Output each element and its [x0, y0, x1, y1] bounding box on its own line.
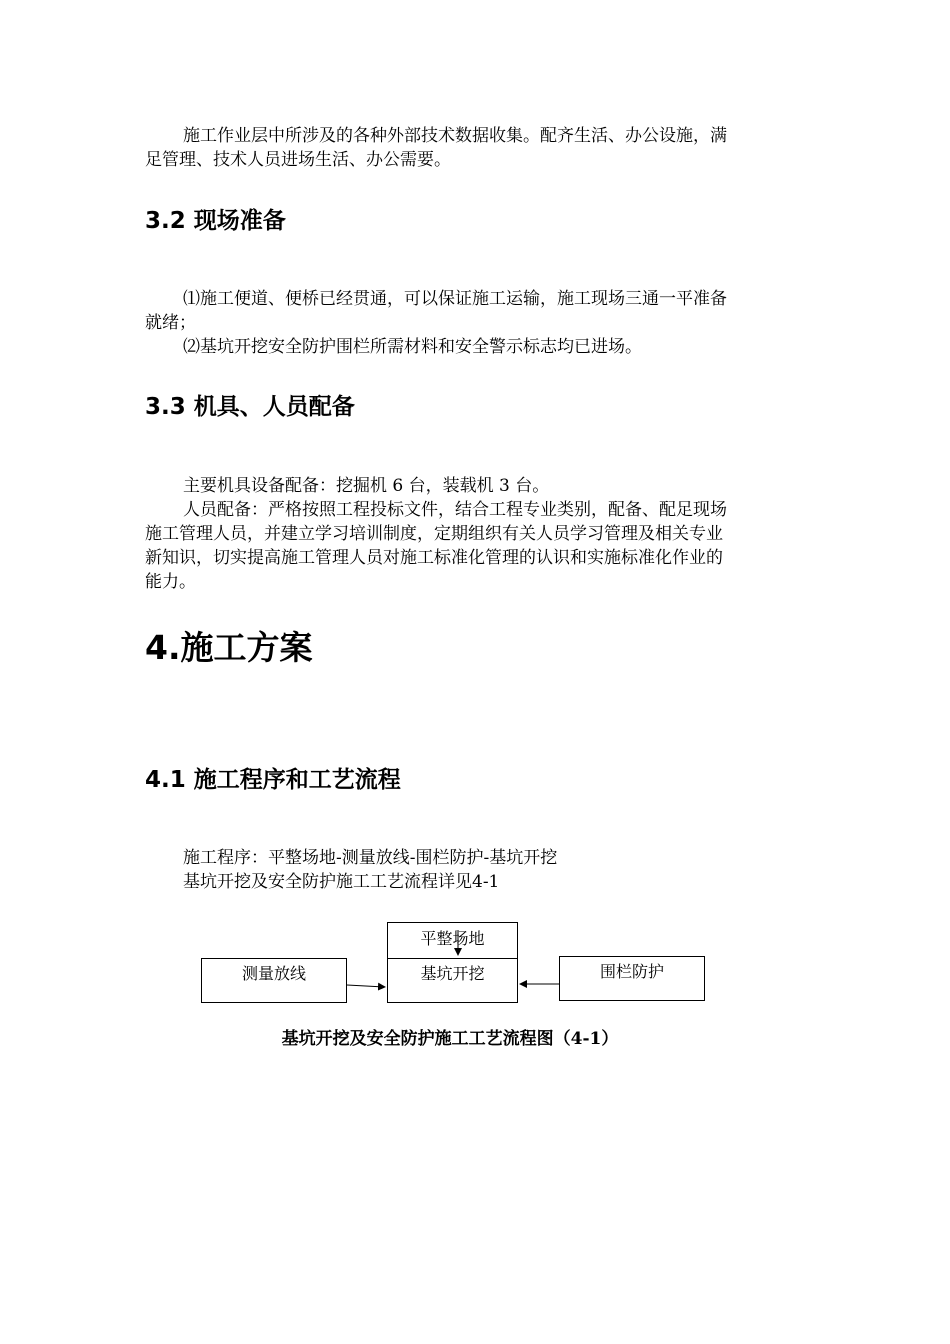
staff-line-3: 新知识，切实提高施工管理人员对施工标准化管理的认识和实施标准化作业的	[145, 548, 723, 568]
flow-box-left-label: 测量放线	[241, 964, 306, 983]
intro-line-1: 施工作业层中所涉及的各种外部技术数据收集。配齐生活、办公设施，满	[183, 126, 727, 146]
flowchart-caption: 基坑开挖及安全防护施工工艺流程图（4-1）	[281, 1029, 619, 1049]
flow-note-line: 基坑开挖及安全防护施工工艺流程详见4-1	[183, 872, 500, 892]
section-3-3-heading: 3.3 机具、人员配备	[145, 394, 355, 420]
section-4-heading: 4.施工方案	[145, 628, 313, 667]
flow-box-top-label: 平整场地	[420, 929, 485, 948]
item-1-line-1: ⑴施工便道、便桥已经贯通，可以保证施工运输，施工现场三通一平准备	[183, 289, 727, 309]
intro-line-2: 足管理、技术人员进场生活、办公需要。	[145, 150, 451, 170]
section-3-2-heading: 3.2 现场准备	[145, 208, 286, 234]
procedure-line: 施工程序：平整场地-测量放线-围栏防护-基坑开挖	[183, 848, 558, 868]
section-4-1-heading: 4.1 施工程序和工艺流程	[145, 767, 401, 793]
staff-line-2: 施工管理人员，并建立学习培训制度，定期组织有关人员学习管理及相关专业	[145, 524, 723, 544]
staff-line-1: 人员配备：严格按照工程投标文件，结合工程专业类别，配备、配足现场	[183, 500, 727, 520]
flow-box-right-label: 围栏防护	[599, 962, 664, 981]
item-1-line-2: 就绪；	[145, 313, 196, 333]
equipment-line: 主要机具设备配备：挖掘机 6 台，装载机 3 台。	[183, 476, 550, 496]
arrow-left-to-center	[347, 985, 385, 987]
flow-box-center-label: 基坑开挖	[420, 964, 485, 983]
item-2: ⑵基坑开挖安全防护围栏所需材料和安全警示标志均已进场。	[183, 337, 642, 357]
staff-line-4: 能力。	[145, 572, 196, 592]
